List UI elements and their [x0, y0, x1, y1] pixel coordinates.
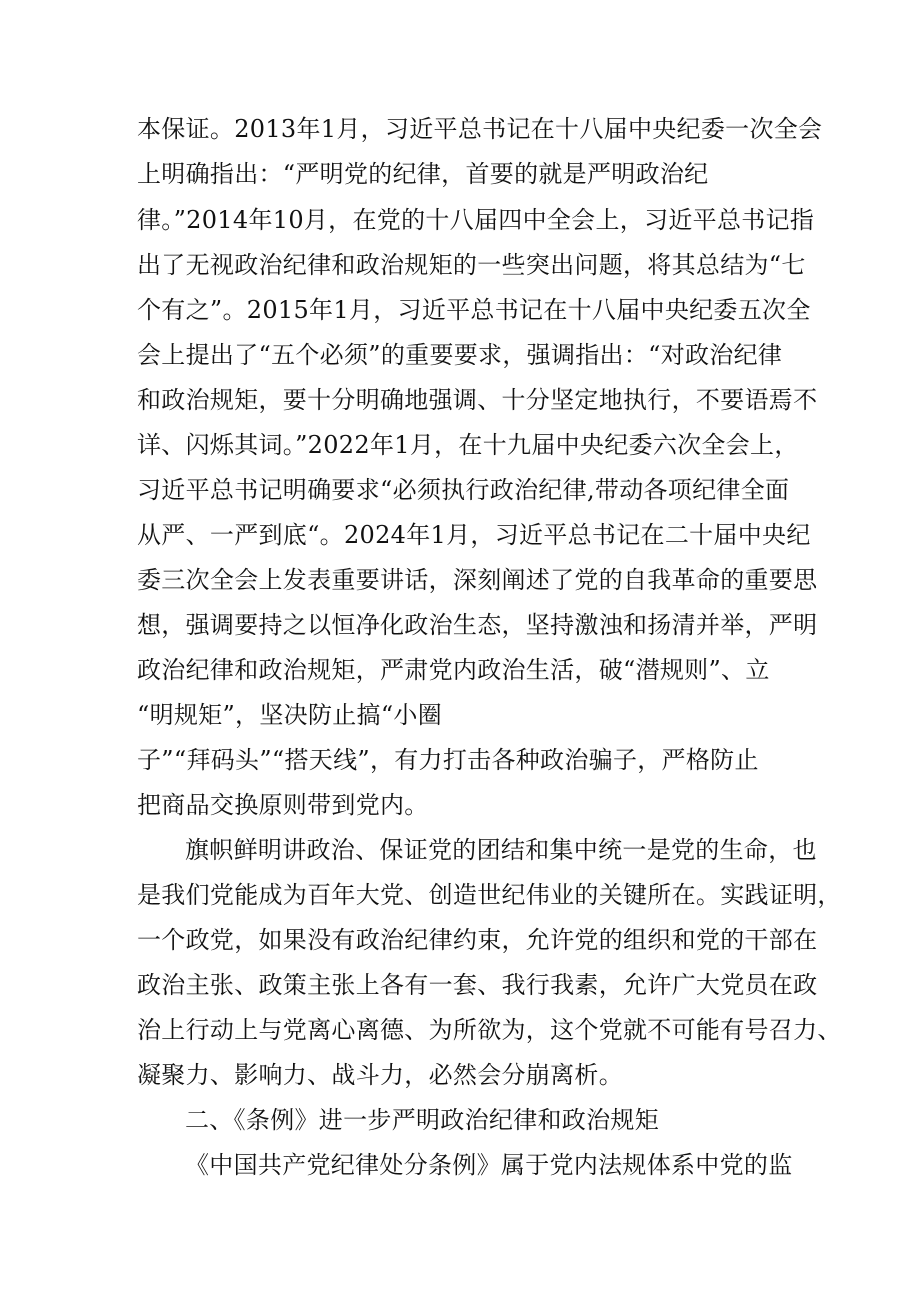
- paragraph-line: 政治主张、政策主张上各有一套、我行我素，允许广大党员在政: [137, 971, 818, 999]
- paragraph-first-line: 旗帜鲜明讲政治、保证党的团结和集中统一是党的生命，也: [185, 836, 817, 864]
- paragraph-line: 委三次全会上发表重要讲话，深刻阐述了党的自我革命的重要思: [137, 566, 818, 594]
- paragraph-line: 子”“拜码头”“搭天线”，有力打击各种政治骗子，严格防止: [137, 746, 759, 774]
- paragraph-line: 个有之”。2015年1月，习近平总书记在十八届中央纪委五次全: [137, 296, 811, 324]
- paragraph-line: 律。”2014年10月，在党的十八届四中全会上，习近平总书记指: [137, 206, 815, 234]
- paragraph-line: 和政治规矩，要十分明确地强调、十分坚定地执行，不要语焉不: [137, 386, 818, 414]
- paragraph-line: 凝聚力、影响力、战斗力，必然会分崩离析。: [137, 1061, 623, 1089]
- section-heading: 二、《条例》进一步严明政治纪律和政治规矩: [185, 1106, 659, 1134]
- paragraph-line: “明规矩”，坚决防止搞“小圈: [137, 701, 443, 729]
- paragraph-line: 本保证。2013年1月，习近平总书记在十八届中央纪委一次全会: [137, 115, 823, 143]
- paragraph-line: 从严、一严到底“。2024年1月，习近平总书记在二十届中央纪: [137, 521, 811, 549]
- paragraph-line: 上明确指出：“严明党的纪律，首要的就是严明政治纪: [137, 160, 709, 188]
- paragraph-line: 出了无视政治纪律和政治规矩的一些突出问题，将其总结为“七: [137, 251, 806, 279]
- paragraph-line: 是我们党能成为百年大党、创造世纪伟业的关键所在。实践证明，: [137, 881, 842, 909]
- paragraph-first-line: 《中国共产党纪律处分条例》属于党内法规体系中党的监: [185, 1151, 793, 1179]
- paragraph-line: 想，强调要持之以恒净化政治生态，坚持激浊和扬清并举，严明: [137, 611, 818, 639]
- paragraph-line: 详、闪烁其词。”2022年1月，在十九届中央纪委六次全会上，: [137, 431, 799, 459]
- paragraph-line: 会上提出了“五个必须”的重要要求，强调指出：“对政治纪律: [137, 341, 783, 369]
- paragraph-line: 政治纪律和政治规矩，严肃党内政治生活，破“潜规则”、立: [137, 656, 770, 684]
- paragraph-line: 把商品交换原则带到党内。: [137, 791, 429, 819]
- paragraph-line: 一个政党，如果没有政治纪律约束，允许党的组织和党的干部在: [137, 926, 818, 954]
- paragraph-line: 治上行动上与党离心离德、为所欲为，这个党就不可能有号召力、: [137, 1016, 842, 1044]
- paragraph-line: 习近平总书记明确要求“必须执行政治纪律,带动各项纪律全面: [137, 476, 790, 504]
